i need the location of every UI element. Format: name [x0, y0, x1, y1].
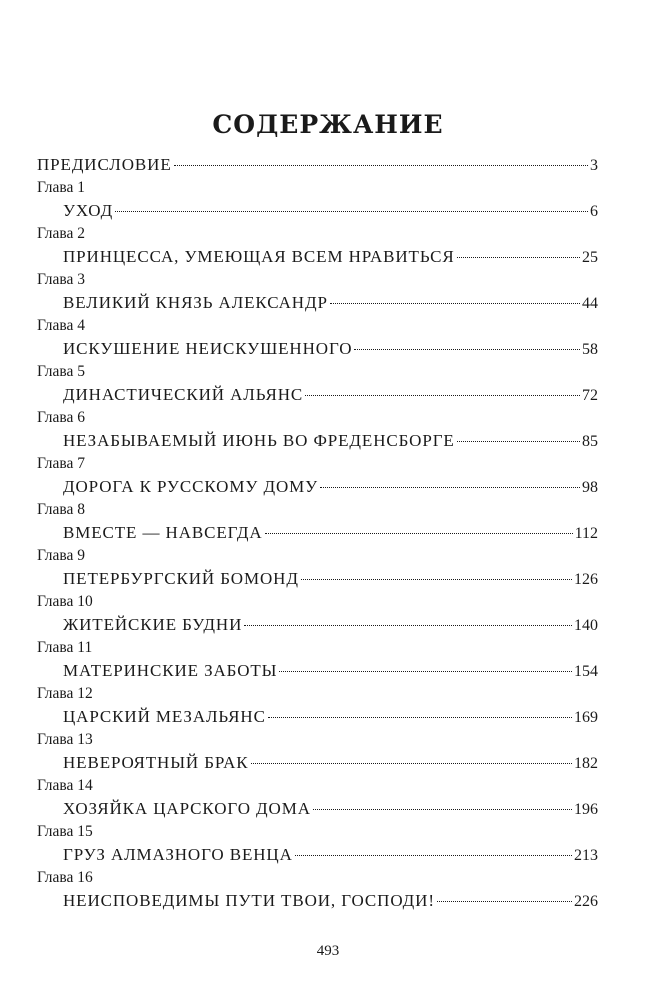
- toc-page-number: 98: [582, 479, 598, 496]
- dot-leader: [457, 441, 580, 442]
- toc-entry-chapter-15[interactable]: [37, 843, 598, 866]
- table-of-contents: [37, 153, 598, 912]
- toc-page-number: 126: [574, 571, 598, 588]
- toc-entry-title: ПРЕДИСЛОВИЕ: [37, 155, 172, 174]
- toc-entry-chapter-13[interactable]: [37, 751, 598, 774]
- chapter-label: Глава 10: [37, 593, 93, 610]
- toc-page-number: 140: [574, 617, 598, 634]
- dot-leader: [115, 211, 588, 212]
- toc-entry-title: ХОЗЯЙКА ЦАРСКОГО ДОМА: [63, 799, 311, 818]
- toc-entry-chapter-6[interactable]: [37, 429, 598, 452]
- toc-entry-chapter-4[interactable]: [37, 337, 598, 360]
- toc-entry-title: МАТЕРИНСКИЕ ЗАБОТЫ: [63, 661, 278, 680]
- toc-entry-title: ДИНАСТИЧЕСКИЙ АЛЬЯНС: [63, 385, 304, 404]
- toc-entry-title: ЦАРСКИЙ МЕЗАЛЬЯНС: [63, 707, 266, 726]
- toc-entry-chapter-10[interactable]: [37, 613, 598, 636]
- toc-entry-title: НЕИСПОВЕДИМЫ ПУТИ ТВОИ, ГОСПОДИ!: [63, 891, 435, 910]
- toc-entry-title: НЕЗАБЫВАЕМЫЙ ИЮНЬ ВО ФРЕДЕНСБОРГЕ: [63, 431, 455, 450]
- dot-leader: [251, 763, 572, 764]
- toc-page-number: 112: [574, 525, 598, 542]
- chapter-label: Глава 12: [37, 685, 93, 702]
- toc-entry-chapter-5[interactable]: [37, 383, 598, 406]
- chapter-label: Глава 6: [37, 409, 86, 426]
- toc-page-number: 196: [574, 801, 598, 818]
- chapter-label: Глава 3: [37, 271, 86, 288]
- toc-page-number: 58: [582, 341, 598, 358]
- toc-entry-chapter-2[interactable]: [37, 245, 598, 268]
- toc-page-number: 213: [574, 847, 598, 864]
- toc-entry-title: ВЕЛИКИЙ КНЯЗЬ АЛЕКСАНДР: [63, 293, 328, 312]
- chapter-label: Глава 13: [37, 731, 93, 748]
- toc-page-number: 6: [590, 203, 598, 220]
- toc-entry-title: ГРУЗ АЛМАЗНОГО ВЕНЦА: [63, 845, 293, 864]
- chapter-label: Глава 9: [37, 547, 86, 564]
- dot-leader: [330, 303, 580, 304]
- toc-entry-chapter-11[interactable]: [37, 659, 598, 682]
- toc-page-number: 72: [582, 387, 598, 404]
- toc-entry-chapter-8[interactable]: [37, 521, 598, 544]
- chapter-label: Глава 4: [37, 317, 86, 334]
- toc-entry-chapter-3[interactable]: [37, 291, 598, 314]
- dot-leader: [295, 855, 572, 856]
- toc-page-number: 226: [574, 893, 598, 910]
- toc-page-number: 154: [574, 663, 598, 680]
- chapter-label: Глава 2: [37, 225, 86, 242]
- chapter-label: Глава 5: [37, 363, 86, 380]
- toc-entry-title: НЕВЕРОЯТНЫЙ БРАК: [63, 753, 249, 772]
- toc-page-number: 85: [582, 433, 598, 450]
- toc-page-number: 3: [590, 157, 598, 174]
- toc-entry-title: ЖИТЕЙСКИЕ БУДНИ: [63, 615, 243, 634]
- chapter-label: Глава 16: [37, 869, 93, 886]
- toc-entry-title: ДОРОГА К РУССКОМУ ДОМУ: [63, 477, 319, 496]
- dot-leader: [437, 901, 572, 902]
- dot-leader: [301, 579, 572, 580]
- chapter-label: Глава 15: [37, 823, 93, 840]
- toc-page-number: 25: [582, 249, 598, 266]
- page-number-footer: 493: [316, 943, 340, 959]
- toc-entry-chapter-7[interactable]: [37, 475, 598, 498]
- toc-entry-preface[interactable]: [37, 153, 598, 176]
- dot-leader: [457, 257, 580, 258]
- toc-entry-chapter-14[interactable]: [37, 797, 598, 820]
- toc-entry-chapter-12[interactable]: [37, 705, 598, 728]
- toc-page-number: 182: [574, 755, 598, 772]
- dot-leader: [265, 533, 573, 534]
- toc-page-number: 169: [574, 709, 598, 726]
- chapter-label: Глава 14: [37, 777, 93, 794]
- toc-entry-title: ВМЕСТЕ — НАВСЕГДА: [63, 523, 263, 542]
- dot-leader: [320, 487, 580, 488]
- page-title: СОДЕРЖАНИЕ: [212, 110, 444, 139]
- toc-entry-chapter-9[interactable]: [37, 567, 598, 590]
- dot-leader: [244, 625, 572, 626]
- dot-leader: [354, 349, 580, 350]
- toc-entry-chapter-16[interactable]: [37, 889, 598, 912]
- dot-leader: [268, 717, 572, 718]
- toc-entry-title: ИСКУШЕНИЕ НЕИСКУШЕННОГО: [63, 339, 353, 358]
- chapter-label: Глава 8: [37, 501, 86, 518]
- dot-leader: [305, 395, 580, 396]
- toc-entry-title: УХОД: [63, 201, 114, 220]
- dot-leader: [174, 165, 588, 166]
- toc-entry-chapter-1[interactable]: [37, 199, 598, 222]
- chapter-label: Глава 11: [37, 639, 93, 656]
- chapter-label: Глава 7: [37, 455, 86, 472]
- toc-entry-title: ПЕТЕРБУРГСКИЙ БОМОНД: [63, 569, 299, 588]
- toc-entry-title: ПРИНЦЕССА, УМЕЮЩАЯ ВСЕМ НРАВИТЬСЯ: [63, 247, 455, 266]
- chapter-label: Глава 1: [37, 179, 86, 196]
- toc-page-number: 44: [582, 295, 598, 312]
- dot-leader: [313, 809, 572, 810]
- dot-leader: [279, 671, 572, 672]
